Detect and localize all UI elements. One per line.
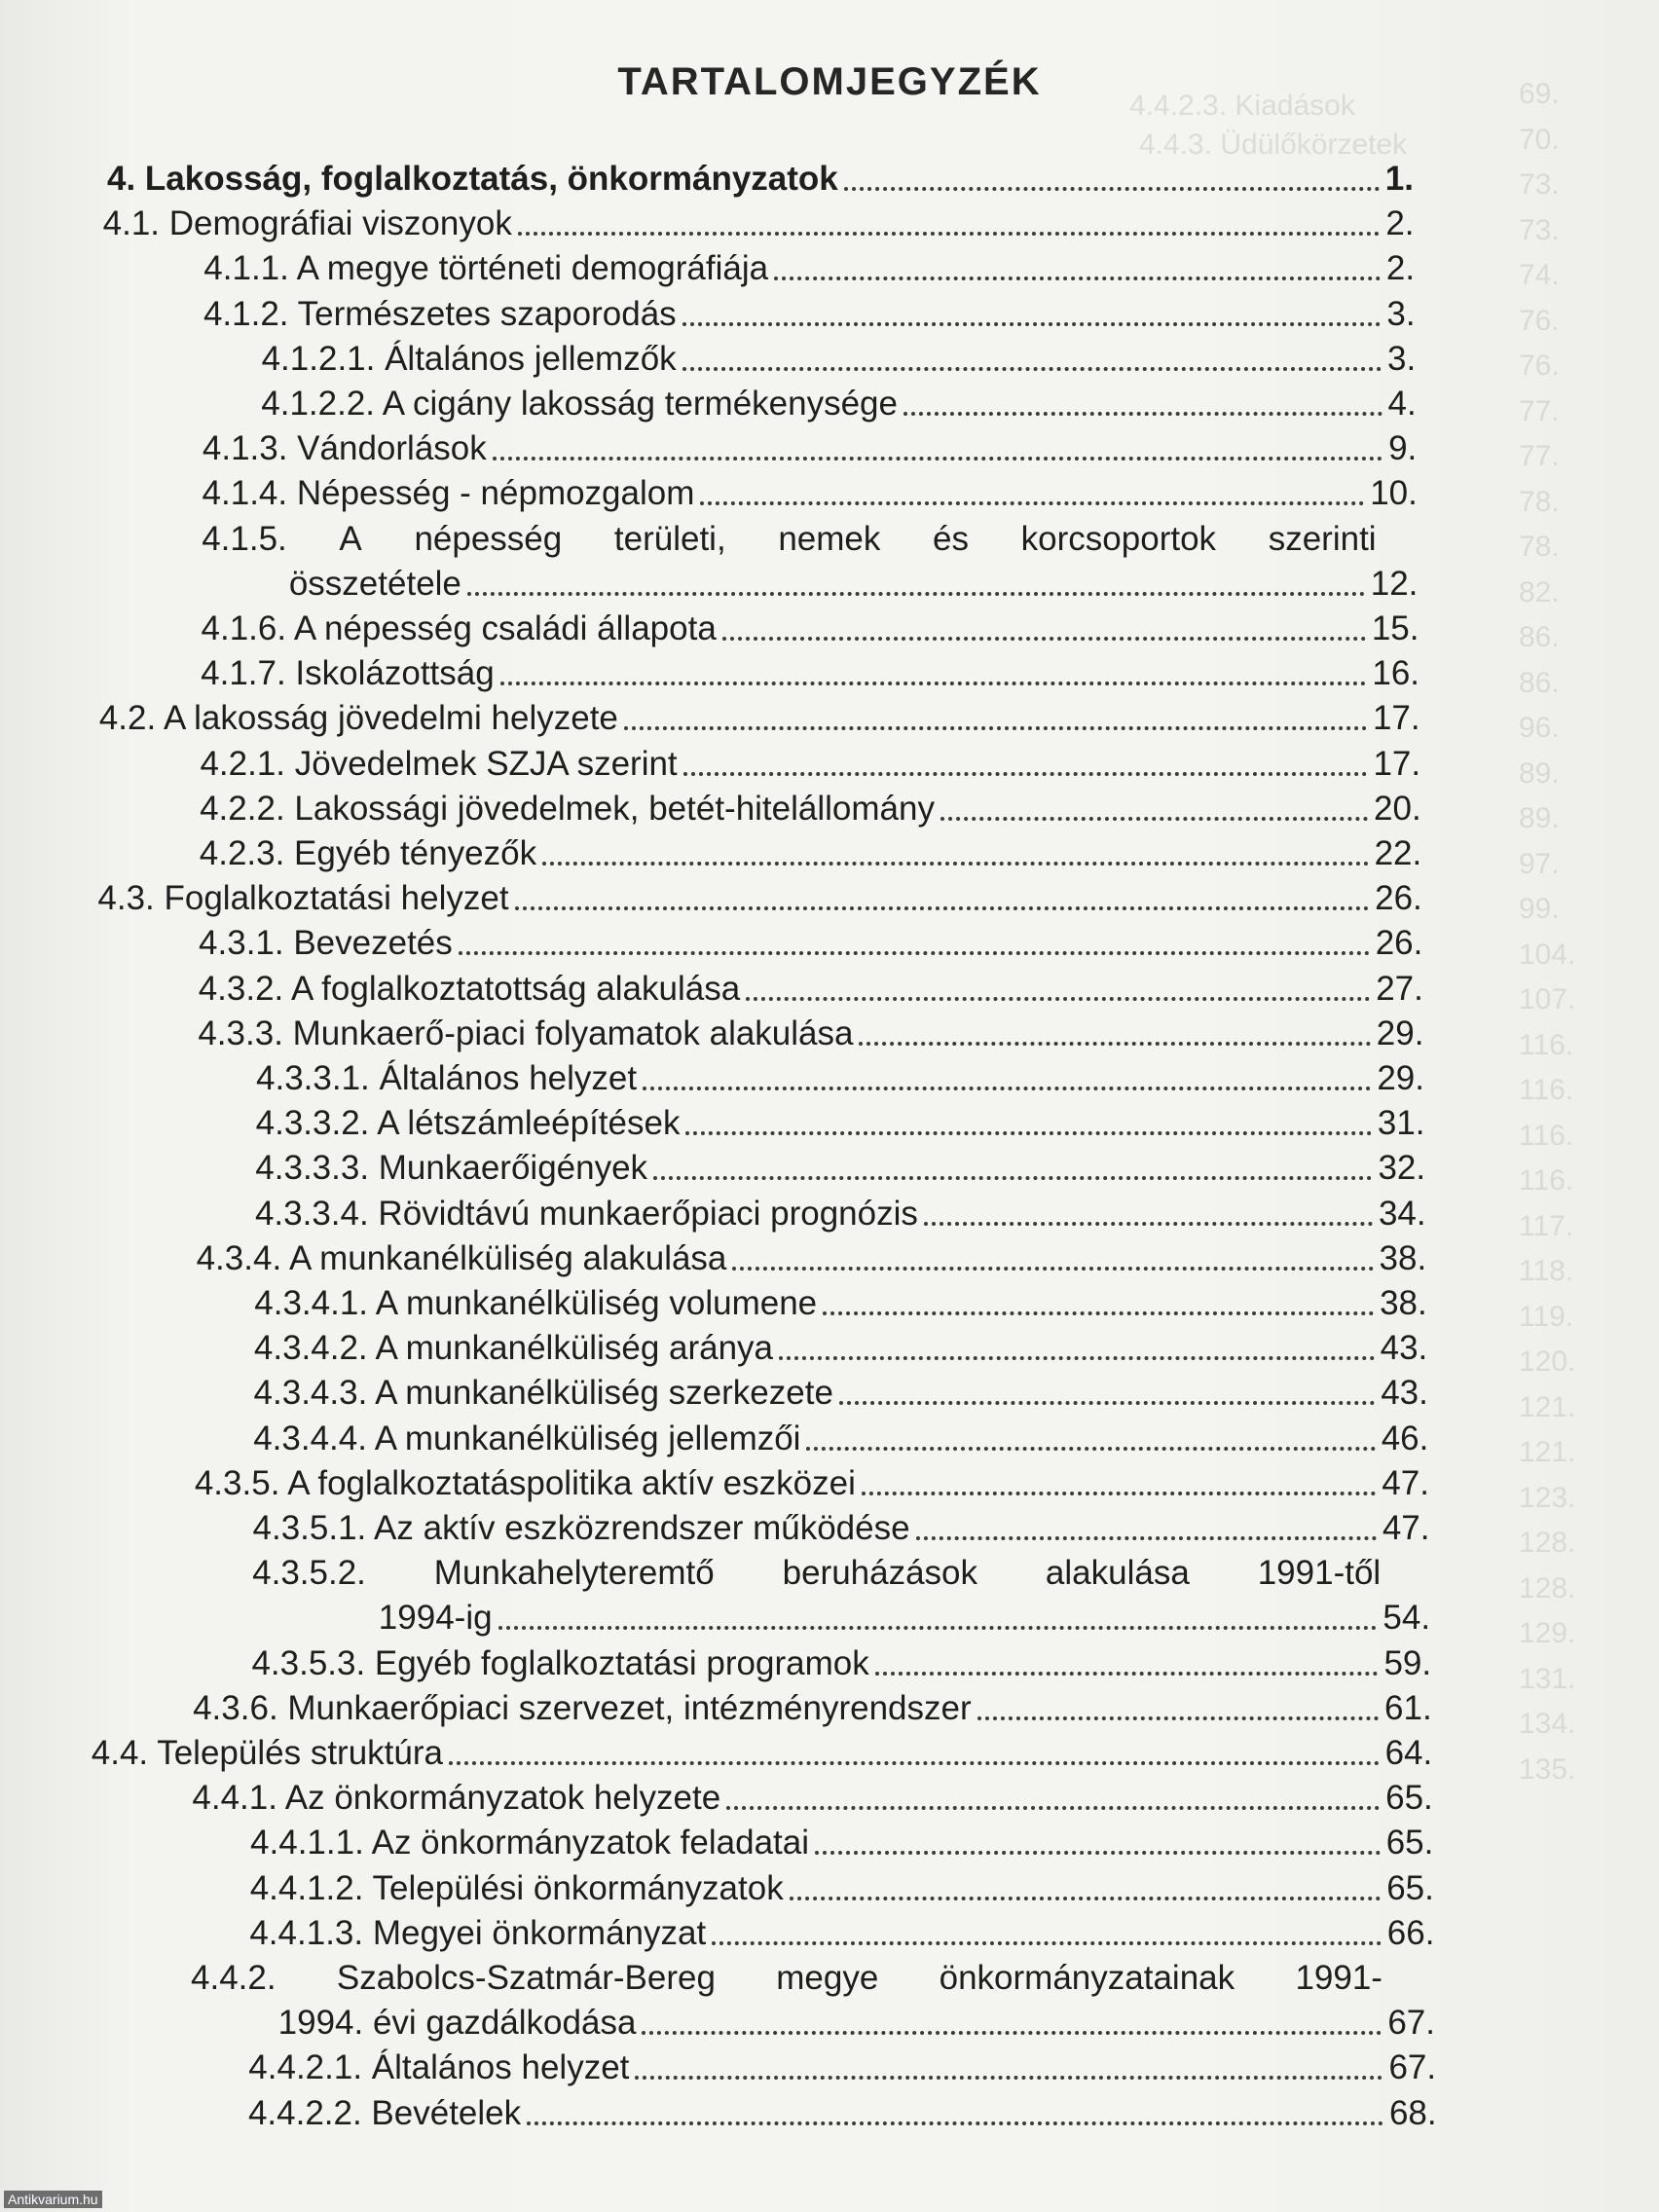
page-title: TARTALOMJEGYZÉK [617, 60, 1042, 103]
toc-entry-page-number: 31. [1377, 1104, 1425, 1143]
toc-entry-word: területi, [613, 519, 726, 558]
dot-leader [875, 1672, 1379, 1676]
toc-entry-label: 4.1.7. Iskolázottság [201, 654, 495, 693]
toc-entry-4-1-4 [203, 472, 1418, 515]
toc-entry-page-number: 34. [1378, 1194, 1426, 1233]
toc-entry-label: 4.3.4. A munkanélküliség alakulása [196, 1238, 727, 1277]
dot-leader [449, 1761, 1380, 1765]
toc-entry-4-1-2-2 [261, 383, 1417, 425]
toc-entry-4-1-6 [202, 608, 1419, 650]
toc-entry-label: 4.2.2. Lakossági jövedelmek, betét-hitelállomány [200, 789, 935, 828]
toc-entry-4-3-4-2 [254, 1327, 1427, 1370]
toc-entry-word: megye [776, 1959, 879, 1997]
dot-leader [683, 772, 1368, 776]
toc-entry-4-1-7 [201, 652, 1419, 695]
show-through-fragment: 107. [1519, 983, 1576, 1015]
toc-entry-label: 4.2.1. Jövedelmek SZJA szerint [200, 744, 678, 783]
toc-entry-label: 4.3.4.4. A munkanélküliség jellemzői [253, 1419, 801, 1457]
show-through-fragment: 78. [1519, 485, 1560, 518]
toc-entry-page-number: 4. [1387, 385, 1417, 423]
toc-entry-page-number: 20. [1374, 789, 1421, 828]
toc-entry-4-2-1 [200, 743, 1420, 786]
dot-leader [732, 1267, 1373, 1271]
dot-leader [643, 1087, 1371, 1090]
toc-entry-word: nemek [778, 519, 881, 558]
toc-entry-4-3-5 [195, 1462, 1429, 1505]
toc-entry-page-number: 38. [1379, 1238, 1427, 1277]
toc-entry-label: 4.3.5.3. Egyéb foglalkoztatási programok [251, 1643, 869, 1682]
toc-entry-page-number: 67. [1388, 2048, 1437, 2087]
toc-entry-label: 4.3.3.4. Rövidtávú munkaerőpiaci prognózis [254, 1194, 918, 1233]
toc-entry-wrap-line [191, 1957, 1382, 2000]
dot-leader [500, 682, 1367, 685]
toc-entry-4-4-1-3 [249, 1912, 1434, 1955]
toc-entry-4-3-4-3 [254, 1372, 1428, 1415]
dot-leader [862, 1492, 1376, 1495]
show-through-fragment: 69. [1519, 78, 1560, 110]
toc-entry-label: 4.1.4. Népesség - népmozgalom [202, 474, 695, 513]
toc-entry-label: 4.3.4.1. A munkanélküliség volumene [254, 1284, 818, 1322]
dot-leader [642, 2031, 1382, 2035]
show-through-fragment: 129. [1519, 1617, 1576, 1649]
toc-entry-4-1-2-1 [262, 338, 1417, 381]
dot-leader [493, 457, 1382, 461]
toc-entry-4-3 [97, 877, 1421, 920]
dot-leader [859, 1042, 1370, 1046]
toc-entry-word: szerinti [1268, 519, 1377, 558]
show-through-fragment: 131. [1519, 1662, 1576, 1695]
show-through-fragment: 4.4.3. Üdülőkörzetek [1139, 129, 1408, 161]
toc-entry-label: 1994-ig [378, 1599, 493, 1638]
toc-entry-wrap-line [202, 518, 1376, 561]
toc-entry-page-number: 2. [1385, 204, 1415, 243]
toc-entry-label: 4.3.3.2. A létszámleépítések [255, 1104, 681, 1143]
toc-entry-4-3-1 [199, 922, 1422, 965]
toc-entry-label: 4.3.2. A foglalkoztatottság alakulása [198, 969, 741, 1008]
toc-entry-page-number: 17. [1373, 744, 1421, 783]
toc-entry-label: 4.3. Foglalkoztatási helyzet [97, 879, 509, 918]
toc-entry-word: A [339, 519, 362, 558]
toc-entry-4-2-3 [200, 832, 1422, 875]
show-through-fragment: 89. [1519, 802, 1560, 834]
dot-leader [726, 1806, 1380, 1810]
toc-entry-word: alakulása [1045, 1554, 1190, 1593]
show-through-fragment: 76. [1519, 350, 1560, 382]
toc-entry-4-4 [92, 1732, 1433, 1775]
show-through-fragment: 73. [1519, 168, 1560, 201]
watermark: Antikvarium.hu [4, 2191, 102, 2208]
dot-leader [542, 862, 1369, 866]
toc-entry-page-number: 17. [1372, 699, 1420, 738]
toc-entry-page-number: 64. [1384, 1734, 1433, 1772]
show-through-fragment: 128. [1519, 1571, 1576, 1604]
toc-entry-label: 4.4.1.1. Az önkormányzatok feladatai [250, 1824, 810, 1862]
toc-entry-4-3-3-1 [256, 1057, 1424, 1100]
toc-entry-4-3-5-1 [253, 1507, 1430, 1550]
toc-entry-4-4-2-2 [248, 2092, 1437, 2135]
toc-entry-label: 4.4.2.1. Általános helyzet [248, 2048, 630, 2087]
toc-entry-4-4-1 [192, 1777, 1432, 1820]
toc-entry-label: 4.4.1. Az önkormányzatok helyzete [192, 1779, 721, 1818]
show-through-fragment: 70. [1519, 123, 1560, 156]
toc-entry-page-number: 22. [1374, 834, 1422, 872]
toc-entry-page-number: 54. [1382, 1599, 1431, 1638]
dot-leader [527, 2121, 1383, 2125]
dot-leader [682, 367, 1382, 371]
dot-leader [977, 1716, 1379, 1720]
toc-entry-page-number: 43. [1380, 1329, 1428, 1368]
toc-entry-page-number: 59. [1383, 1643, 1432, 1682]
toc-entry-label: 4.1.2.2. A cigány lakosság termékenysége [261, 385, 898, 423]
dot-leader [779, 1356, 1375, 1360]
toc-entry-4-1-2 [203, 293, 1416, 336]
dot-leader [653, 1176, 1372, 1180]
toc-entry-word: és [933, 519, 970, 558]
show-through-fragment: 78. [1519, 531, 1560, 563]
toc-entry-label: 4.1.2.1. Általános jellemzők [261, 339, 677, 378]
toc-entry-label: 4.3.5.1. Az aktív eszközrendszer működése [252, 1509, 910, 1547]
toc-entry-page-number: 15. [1371, 609, 1419, 647]
show-through-fragment: 123. [1519, 1481, 1576, 1514]
toc-entry-page-number: 47. [1382, 1509, 1430, 1547]
show-through-fragment: 121. [1519, 1436, 1576, 1468]
toc-entry-word: korcsoportok [1020, 519, 1217, 558]
dot-leader [844, 187, 1380, 191]
toc-entry-4-4-2 [278, 2002, 1435, 2045]
toc-entry-4-4-2-1 [248, 2046, 1436, 2089]
toc-entry-page-number: 1. [1384, 160, 1414, 198]
toc-entry-page-number: 65. [1385, 1824, 1434, 1862]
toc-entry-page-number: 3. [1386, 339, 1417, 378]
toc-entry-word: beruházások [782, 1554, 978, 1593]
dot-leader [498, 1626, 1378, 1630]
toc-entry-page-number: 43. [1381, 1374, 1428, 1413]
toc-entry-word: 1991- [1295, 1959, 1382, 1997]
show-through-fragment: 89. [1519, 756, 1560, 790]
show-through-fragment: 77. [1519, 440, 1560, 472]
toc-entry-label: 4.1.1. A megye történeti demográfiája [203, 249, 769, 288]
show-through-fragment: 74. [1519, 259, 1560, 291]
toc-entry-label: 4.3.1. Bevezetés [199, 924, 453, 963]
toc-entry-page-number: 67. [1387, 2004, 1435, 2043]
show-through-fragment: 77. [1519, 394, 1560, 427]
show-through-fragment: 116. [1519, 1074, 1574, 1106]
toc-entry-word: népesség [414, 519, 563, 558]
toc-entry-page-number: 3. [1386, 294, 1416, 333]
toc-entry-page-number: 65. [1386, 1868, 1434, 1907]
toc-entry-4-1 [103, 203, 1415, 245]
toc-entry-label: 4.3.4.2. A munkanélküliség aránya [253, 1329, 774, 1368]
dot-leader [823, 1311, 1374, 1315]
toc-entry-4-3-6 [193, 1687, 1432, 1730]
toc-entry-4-4-1-1 [250, 1822, 1433, 1864]
show-through-fragment: 128. [1519, 1527, 1576, 1559]
dot-leader [624, 726, 1367, 730]
toc-entry-4-3-3-3 [255, 1147, 1425, 1190]
toc-entry-label: 4. Lakosság, foglalkoztatás, önkormányzatok [107, 160, 838, 198]
toc-entry-label: 4.4.1.2. Települési önkormányzatok [249, 1868, 784, 1907]
dot-leader [635, 2076, 1382, 2080]
toc-entry-4-3-3-4 [255, 1193, 1426, 1235]
toc-entry-word: 4.3.5.2. [252, 1554, 366, 1593]
toc-entry-4-3-4 [197, 1237, 1427, 1280]
toc-entry-label: 4.3.4.3. A munkanélküliség szerkezete [253, 1374, 833, 1413]
show-through-fragment: 118. [1519, 1255, 1574, 1287]
dot-leader [518, 232, 1380, 236]
toc-entry-label: 4.3.3.3. Munkaerőigények [255, 1149, 648, 1188]
toc-entry-4-3-3 [198, 1013, 1423, 1055]
toc-entry-page-number: 9. [1388, 429, 1418, 468]
dot-leader [839, 1401, 1375, 1405]
show-through-fragment: 86. [1519, 621, 1560, 653]
toc-entry-word: önkormányzatainak [939, 1959, 1235, 1997]
dot-leader [459, 951, 1370, 955]
dot-leader [790, 1897, 1382, 1900]
toc-entry-4-2 [99, 697, 1420, 740]
toc-entry-4-4-1-2 [250, 1867, 1434, 1910]
dot-leader [712, 1941, 1382, 1945]
dot-leader [924, 1222, 1373, 1226]
dot-leader [815, 1851, 1381, 1855]
toc-entry-label: 4.1.3. Vándorlások [202, 429, 487, 468]
toc-entry-page-number: 29. [1377, 1059, 1424, 1097]
show-through-fragment: 117. [1519, 1209, 1574, 1242]
show-through-fragment: 121. [1519, 1390, 1576, 1423]
toc-entry-page-number: 12. [1370, 564, 1419, 603]
show-through-fragment: 96. [1519, 712, 1560, 744]
show-through-fragment: 4.4.2.3. Kiadások [1129, 90, 1355, 122]
toc-entry-label: 4.1. Demográfiai viszonyok [102, 204, 512, 243]
toc-entry-word: 1991-től [1257, 1554, 1382, 1593]
toc-entry-page-number: 29. [1376, 1014, 1424, 1052]
show-through-fragment: 99. [1519, 893, 1560, 925]
toc-entry-label: 4.4.2.2. Bevételek [247, 2093, 522, 2132]
show-through-fragment: 134. [1519, 1708, 1576, 1740]
show-through-fragment: 116. [1519, 1028, 1574, 1061]
show-through-fragment: 73. [1519, 213, 1560, 246]
show-through-fragment: 86. [1519, 666, 1560, 699]
show-through-fragment: 104. [1519, 938, 1576, 971]
toc-entry-4-1-1 [203, 247, 1415, 290]
toc-entry-label: 4.3.5. A foglalkoztatáspolitika aktív eszközei [194, 1463, 856, 1502]
toc-entry-word: 4.4.2. [191, 1959, 276, 1997]
toc-entry-page-number: 32. [1378, 1149, 1426, 1188]
dot-leader [682, 322, 1382, 326]
toc-entry-wrap-line [252, 1552, 1381, 1595]
toc-entry-word: Szabolcs-Szatmár-Bereg [336, 1959, 716, 1997]
show-through-fragment: 97. [1519, 847, 1560, 880]
show-through-fragment: 76. [1519, 304, 1560, 337]
show-through-fragment: 116. [1519, 1119, 1574, 1152]
dot-leader [722, 637, 1366, 641]
toc-entry-page-number: 46. [1381, 1419, 1429, 1457]
toc-entry-label: 4.4.1.3. Megyei önkormányzat [249, 1913, 707, 1952]
toc-entry-page-number: 38. [1380, 1284, 1427, 1322]
dot-leader [685, 1131, 1371, 1135]
show-through-fragment: 135. [1519, 1752, 1576, 1786]
show-through-fragment: 120. [1519, 1346, 1576, 1378]
toc-entry-label: 4.2. A lakosság jövedelmi helyzete [98, 699, 618, 738]
toc-entry-4-3-4-1 [254, 1282, 1427, 1325]
toc-entry-page-number: 27. [1376, 969, 1423, 1008]
toc-entry-label: 4.4. Település struktúra [91, 1734, 443, 1772]
toc-entry-label: 4.1.2. Természetes szaporodás [203, 294, 677, 333]
toc-entry-label: 4.3.3.1. Általános helyzet [256, 1059, 638, 1097]
toc-entry-4 [107, 158, 1414, 201]
toc-entry-4-3-4-4 [253, 1418, 1428, 1460]
show-through-fragment: 119. [1519, 1300, 1574, 1333]
toc-entry-label: összetétele [288, 564, 461, 603]
toc-entry-4-3-2 [199, 968, 1423, 1011]
toc-entry-page-number: 26. [1375, 924, 1423, 963]
dot-leader [746, 997, 1370, 1001]
toc-entry-4-1-5 [289, 563, 1419, 606]
dot-leader [774, 276, 1381, 280]
toc-entry-page-number: 66. [1386, 1913, 1435, 1952]
dot-leader [515, 906, 1370, 910]
show-through-fragment: 116. [1519, 1164, 1574, 1197]
toc-entry-label: 4.2.3. Egyéb tényezők [199, 834, 537, 872]
toc-entry-page-number: 68. [1388, 2093, 1437, 2132]
toc-entry-4-3-5-2 [379, 1597, 1430, 1640]
toc-entry-page-number: 26. [1375, 879, 1422, 918]
dot-leader [940, 817, 1368, 821]
toc-entry-label: 4.1.6. A népesség családi állapota [201, 609, 717, 647]
toc-entry-label: 4.3.6. Munkaerőpiaci szervezet, intézményrendszer [193, 1688, 972, 1727]
toc-entry-label: 4.3.3. Munkaerő-piaci folyamatok alakulása [198, 1014, 854, 1052]
dot-leader [700, 501, 1364, 505]
toc-entry-4-2-2 [200, 788, 1421, 830]
toc-entry-label: 1994. évi gazdálkodása [277, 2004, 637, 2043]
show-through-fragment: 82. [1519, 575, 1560, 608]
dot-leader [903, 412, 1382, 416]
dot-leader [806, 1447, 1375, 1451]
toc-entry-word: Munkahelyteremtő [433, 1554, 715, 1593]
toc-entry-4-1-3 [203, 427, 1417, 470]
toc-entry-page-number: 16. [1372, 654, 1420, 693]
toc-entry-4-3-5-3 [251, 1642, 1431, 1685]
toc-entry-page-number: 10. [1370, 474, 1418, 513]
dot-leader [467, 592, 1365, 596]
toc-entry-page-number: 65. [1385, 1779, 1433, 1818]
toc-entry-word: 4.1.5. [202, 519, 287, 558]
toc-entry-page-number: 2. [1385, 249, 1416, 288]
toc-entry-page-number: 61. [1384, 1688, 1432, 1727]
dot-leader [916, 1536, 1377, 1540]
toc-entry-page-number: 47. [1382, 1463, 1429, 1502]
toc-entry-4-3-3-2 [256, 1102, 1425, 1145]
